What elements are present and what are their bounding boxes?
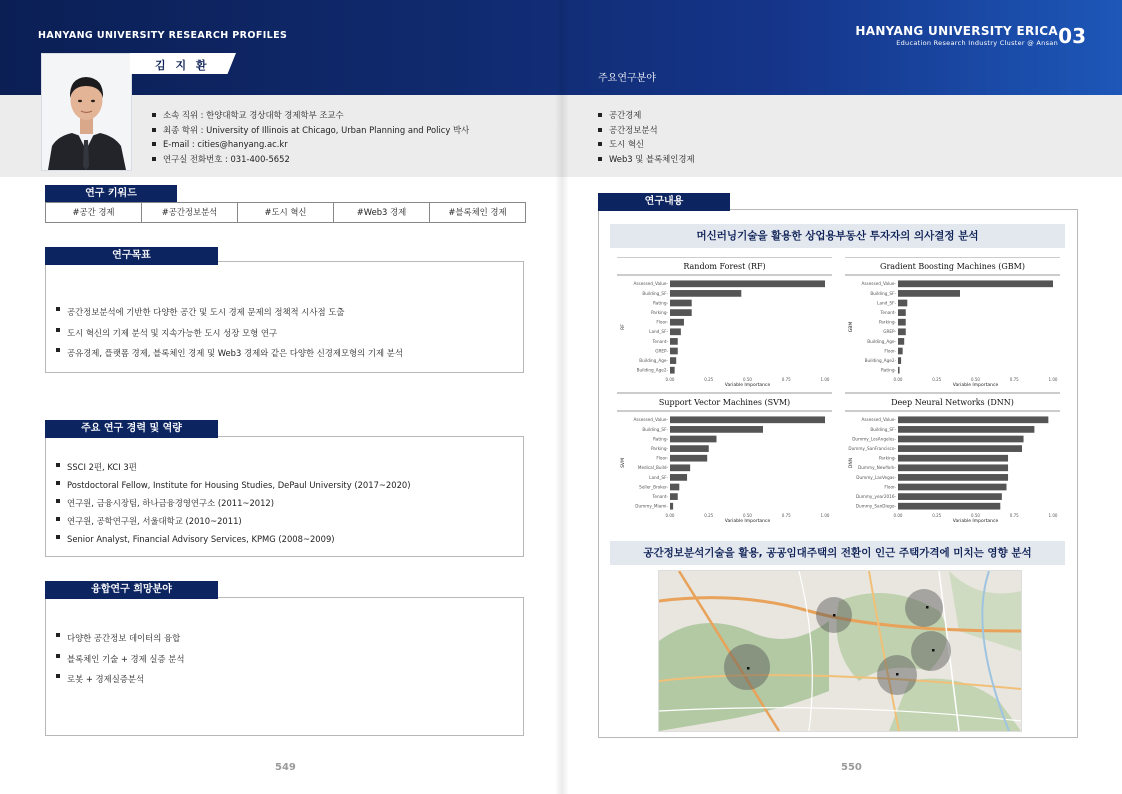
bar [898, 290, 960, 297]
bar [670, 290, 741, 297]
category-label: Dummy_LasVegas- [856, 474, 896, 480]
category-label: Building_Age2- [636, 367, 668, 373]
section-number: 03 [1058, 24, 1086, 48]
convergence-item: 다양한 공간정보 데이터의 융합 [56, 628, 523, 649]
category-label: Rating- [652, 436, 668, 442]
category-label: Floor- [656, 455, 668, 461]
category-label: Tenant- [880, 310, 896, 316]
category-label: Dummy_Miami- [635, 503, 668, 509]
category-label: Building_Age- [639, 358, 668, 364]
bar [670, 484, 679, 491]
category-label: Seller_Broker- [639, 484, 668, 490]
x-tick-label: 1.00 [1048, 377, 1058, 382]
category-label: Land_SF- [649, 474, 668, 480]
profile-photo [41, 53, 132, 171]
profile-affiliation: 소속 직위 : 한양대학교 경상대학 경제학부 조교수 [152, 108, 469, 123]
bar [898, 367, 900, 374]
x-axis-label: Variable Importance [724, 519, 771, 524]
page-number-right: 550 [841, 762, 862, 773]
bar [898, 474, 1008, 481]
x-tick-label: 0.50 [971, 377, 980, 382]
x-tick-label: 0.75 [1009, 377, 1019, 382]
bar [670, 474, 687, 481]
bar [670, 338, 678, 345]
x-axis-label: Variable Importance [952, 383, 999, 388]
x-axis-label: Variable Importance [952, 519, 999, 524]
profile-email: E-mail : cities@hanyang.ac.kr [152, 137, 469, 152]
category-label: Building_SF- [642, 426, 668, 432]
convergence-title: 융합연구 희망분야 [45, 581, 218, 599]
bar [670, 416, 825, 423]
bar [898, 348, 903, 355]
x-tick-label: 0.50 [743, 513, 752, 518]
keywords-title: 연구 키워드 [45, 185, 177, 203]
category-label: Dummy_year2016- [855, 494, 896, 500]
category-label: Assessed_Value- [633, 281, 668, 287]
category-label: Floor- [656, 319, 668, 325]
chart-title: Random Forest (RF) [683, 262, 766, 271]
category-label: Assessed_Value- [861, 417, 896, 423]
bar [670, 464, 690, 471]
header-university [855, 24, 1058, 47]
convergence-item: 로봇 + 경제실증분석 [56, 669, 523, 690]
goal-item: 공유경제, 플랫폼 경제, 블록체인 경제 및 Web3 경제와 같은 다양한 신경제모형의 기제 분석 [56, 343, 523, 364]
study1-title: 머신러닝기술을 활용한 상업용부동산 투자자의 의사결정 분석 [610, 224, 1065, 248]
bar [670, 357, 676, 364]
x-tick-label: 0.75 [1009, 513, 1019, 518]
researcher-name: 김 지 환 [155, 59, 210, 72]
category-label: Tenant- [652, 494, 668, 500]
goals-title: 연구목표 [45, 247, 218, 265]
bar [898, 328, 906, 335]
convergence-box [45, 597, 524, 736]
career-item: Senior Analyst, Financial Advisory Services, KPMG (2008~2009) [56, 530, 523, 548]
x-axis-label: Variable Importance [724, 383, 771, 388]
career-title: 주요 연구 경력 및 역량 [45, 420, 218, 438]
category-label: GREP- [655, 348, 668, 354]
x-tick-label: 0.25 [704, 513, 714, 518]
x-tick-label: 0.75 [781, 513, 791, 518]
category-label: Parking- [650, 446, 668, 452]
category-label: Assessed_Value- [861, 281, 896, 287]
x-tick-label: 1.00 [820, 377, 830, 382]
career-item: 연구원, 금융시장팀, 하나금융경영연구소 (2011~2012) [56, 494, 523, 512]
research-area-item: 공간정보분석 [598, 123, 695, 138]
career-box [45, 436, 524, 557]
bar [670, 328, 681, 335]
category-label: Floor- [884, 484, 896, 490]
category-label: Parking- [650, 310, 668, 316]
bar [670, 367, 675, 374]
bar [898, 464, 1008, 471]
category-label: Building_Age2- [864, 358, 896, 364]
x-tick-label: 0.00 [665, 513, 675, 518]
x-tick-label: 0.00 [665, 377, 675, 382]
bar [898, 357, 901, 364]
bar [898, 319, 906, 326]
bar [898, 416, 1048, 423]
research-content-title: 연구내용 [598, 193, 730, 211]
category-label: Tenant- [652, 338, 668, 344]
profile-phone: 연구실 전화번호 : 031-400-5652 [152, 152, 469, 167]
goals-list [46, 262, 523, 364]
goal-item: 도시 혁신의 기제 분석 및 지속가능한 도시 성장 모형 연구 [56, 323, 523, 344]
bar [898, 309, 906, 316]
bar [898, 426, 1034, 433]
goals-box [45, 261, 524, 373]
category-label: Building_SF- [642, 290, 668, 296]
category-label: GREP- [883, 329, 896, 335]
category-label: Floor- [884, 348, 896, 354]
career-item: 연구원, 공학연구원, 서울대학교 (2010~2011) [56, 512, 523, 530]
chart-title: Deep Neural Networks (DNN) [891, 398, 1014, 407]
category-label: Dummy_SanFrancisco- [848, 446, 896, 452]
research-area-item: 공간경제 [598, 108, 695, 123]
category-label: Parking- [878, 455, 896, 461]
keyword-cell: #도시 혁신 [237, 203, 333, 222]
convergence-list [46, 598, 523, 690]
career-list [46, 437, 523, 548]
map-icon [659, 571, 1021, 731]
research-area-item: 도시 혁신 [598, 137, 695, 152]
x-tick-label: 0.25 [704, 377, 714, 382]
goal-item: 공간정보분석에 기반한 다양한 공간 및 도시 경제 문제의 정책적 시사점 도출 [56, 302, 523, 323]
chart-title: Support Vector Machines (SVM) [658, 398, 791, 407]
bar [898, 493, 1002, 500]
page-spine [555, 0, 569, 794]
x-tick-label: 0.25 [932, 377, 942, 382]
category-label: Medical_Build- [637, 465, 668, 471]
profile-degree: 최종 학위 : University of Illinois at Chicago, Urban Planning and Policy 박사 [152, 123, 469, 138]
page-number-left: 549 [275, 762, 296, 773]
keyword-cell: #공간정보분석 [141, 203, 237, 222]
x-tick-label: 1.00 [820, 513, 830, 518]
keywords-table [45, 202, 526, 223]
x-tick-label: 1.00 [1048, 513, 1058, 518]
person-photo-icon [42, 54, 131, 170]
category-label: Land_SF- [649, 329, 668, 335]
x-tick-label: 0.25 [932, 513, 942, 518]
y-axis-label: RF [621, 324, 626, 330]
bar [670, 309, 692, 316]
header-title: HANYANG UNIVERSITY RESEARCH PROFILES [38, 30, 288, 41]
bar [898, 484, 1007, 491]
bar [670, 319, 684, 326]
bar [670, 493, 678, 500]
y-axis-label: DNN [849, 457, 854, 469]
category-label: Dummy_SanDiego- [855, 503, 896, 509]
x-tick-label: 0.50 [743, 377, 752, 382]
bar [898, 445, 1022, 452]
career-item: SSCI 2편, KCI 3편 [56, 458, 523, 476]
bar [670, 280, 825, 287]
study2-title: 공간정보분석기술을 활용, 공공임대주택의 전환이 인근 주택가격에 미치는 영향 분석 [610, 541, 1065, 565]
category-label: Rating- [880, 367, 896, 373]
y-axis-label: GBM [849, 321, 854, 333]
bar [898, 300, 907, 307]
bar [670, 300, 692, 307]
bar [670, 348, 678, 355]
research-areas-list [598, 108, 695, 166]
keyword-cell: #공간 경제 [72, 207, 115, 217]
x-tick-label: 0.00 [893, 377, 903, 382]
keyword-cell: #블록체인 경제 [429, 203, 525, 222]
research-areas-title: 주요연구분야 [598, 73, 656, 84]
university-name: HANYANG UNIVERSITY ERICA [855, 24, 1058, 38]
category-label: Parking- [878, 319, 896, 325]
bar [898, 436, 1024, 443]
x-tick-label: 0.00 [893, 513, 903, 518]
bar [898, 455, 1008, 462]
convergence-item: 블록체인 기술 + 경제 실증 분석 [56, 649, 523, 670]
category-label: Dummy_LosAngeles- [852, 436, 896, 442]
category-label: Land_SF- [877, 300, 896, 306]
cluster-name: Education Research Industry Cluster @ Ansan [896, 39, 1058, 47]
bar [670, 455, 707, 462]
bar [670, 445, 709, 452]
bar [898, 338, 904, 345]
bar [670, 426, 763, 433]
category-label: Dummy_NewYork- [858, 465, 896, 471]
category-label: Rating- [652, 300, 668, 306]
bar [670, 503, 673, 510]
research-area-item: Web3 및 블록체인경제 [598, 152, 695, 167]
category-label: Assessed_Value- [633, 417, 668, 423]
chart-title: Gradient Boosting Machines (GBM) [880, 262, 1025, 271]
profile-list [152, 108, 469, 166]
variable-importance-figure [617, 257, 1060, 527]
career-item: Postdoctoral Fellow, Institute for Housing Studies, DePaul University (2017~2020) [56, 476, 523, 494]
y-axis-label: SVM [621, 458, 626, 468]
category-label: Building_Age- [867, 338, 896, 344]
bar [898, 503, 1000, 510]
x-tick-label: 0.75 [781, 377, 791, 382]
bar [898, 280, 1053, 287]
category-label: Building_SF- [870, 290, 896, 296]
keyword-cell: #Web3 경제 [333, 203, 429, 222]
category-label: Building_SF- [870, 426, 896, 432]
study-area-map [658, 570, 1022, 732]
variable-importance-charts [617, 257, 1060, 527]
x-tick-label: 0.50 [971, 513, 980, 518]
bar [670, 436, 717, 443]
